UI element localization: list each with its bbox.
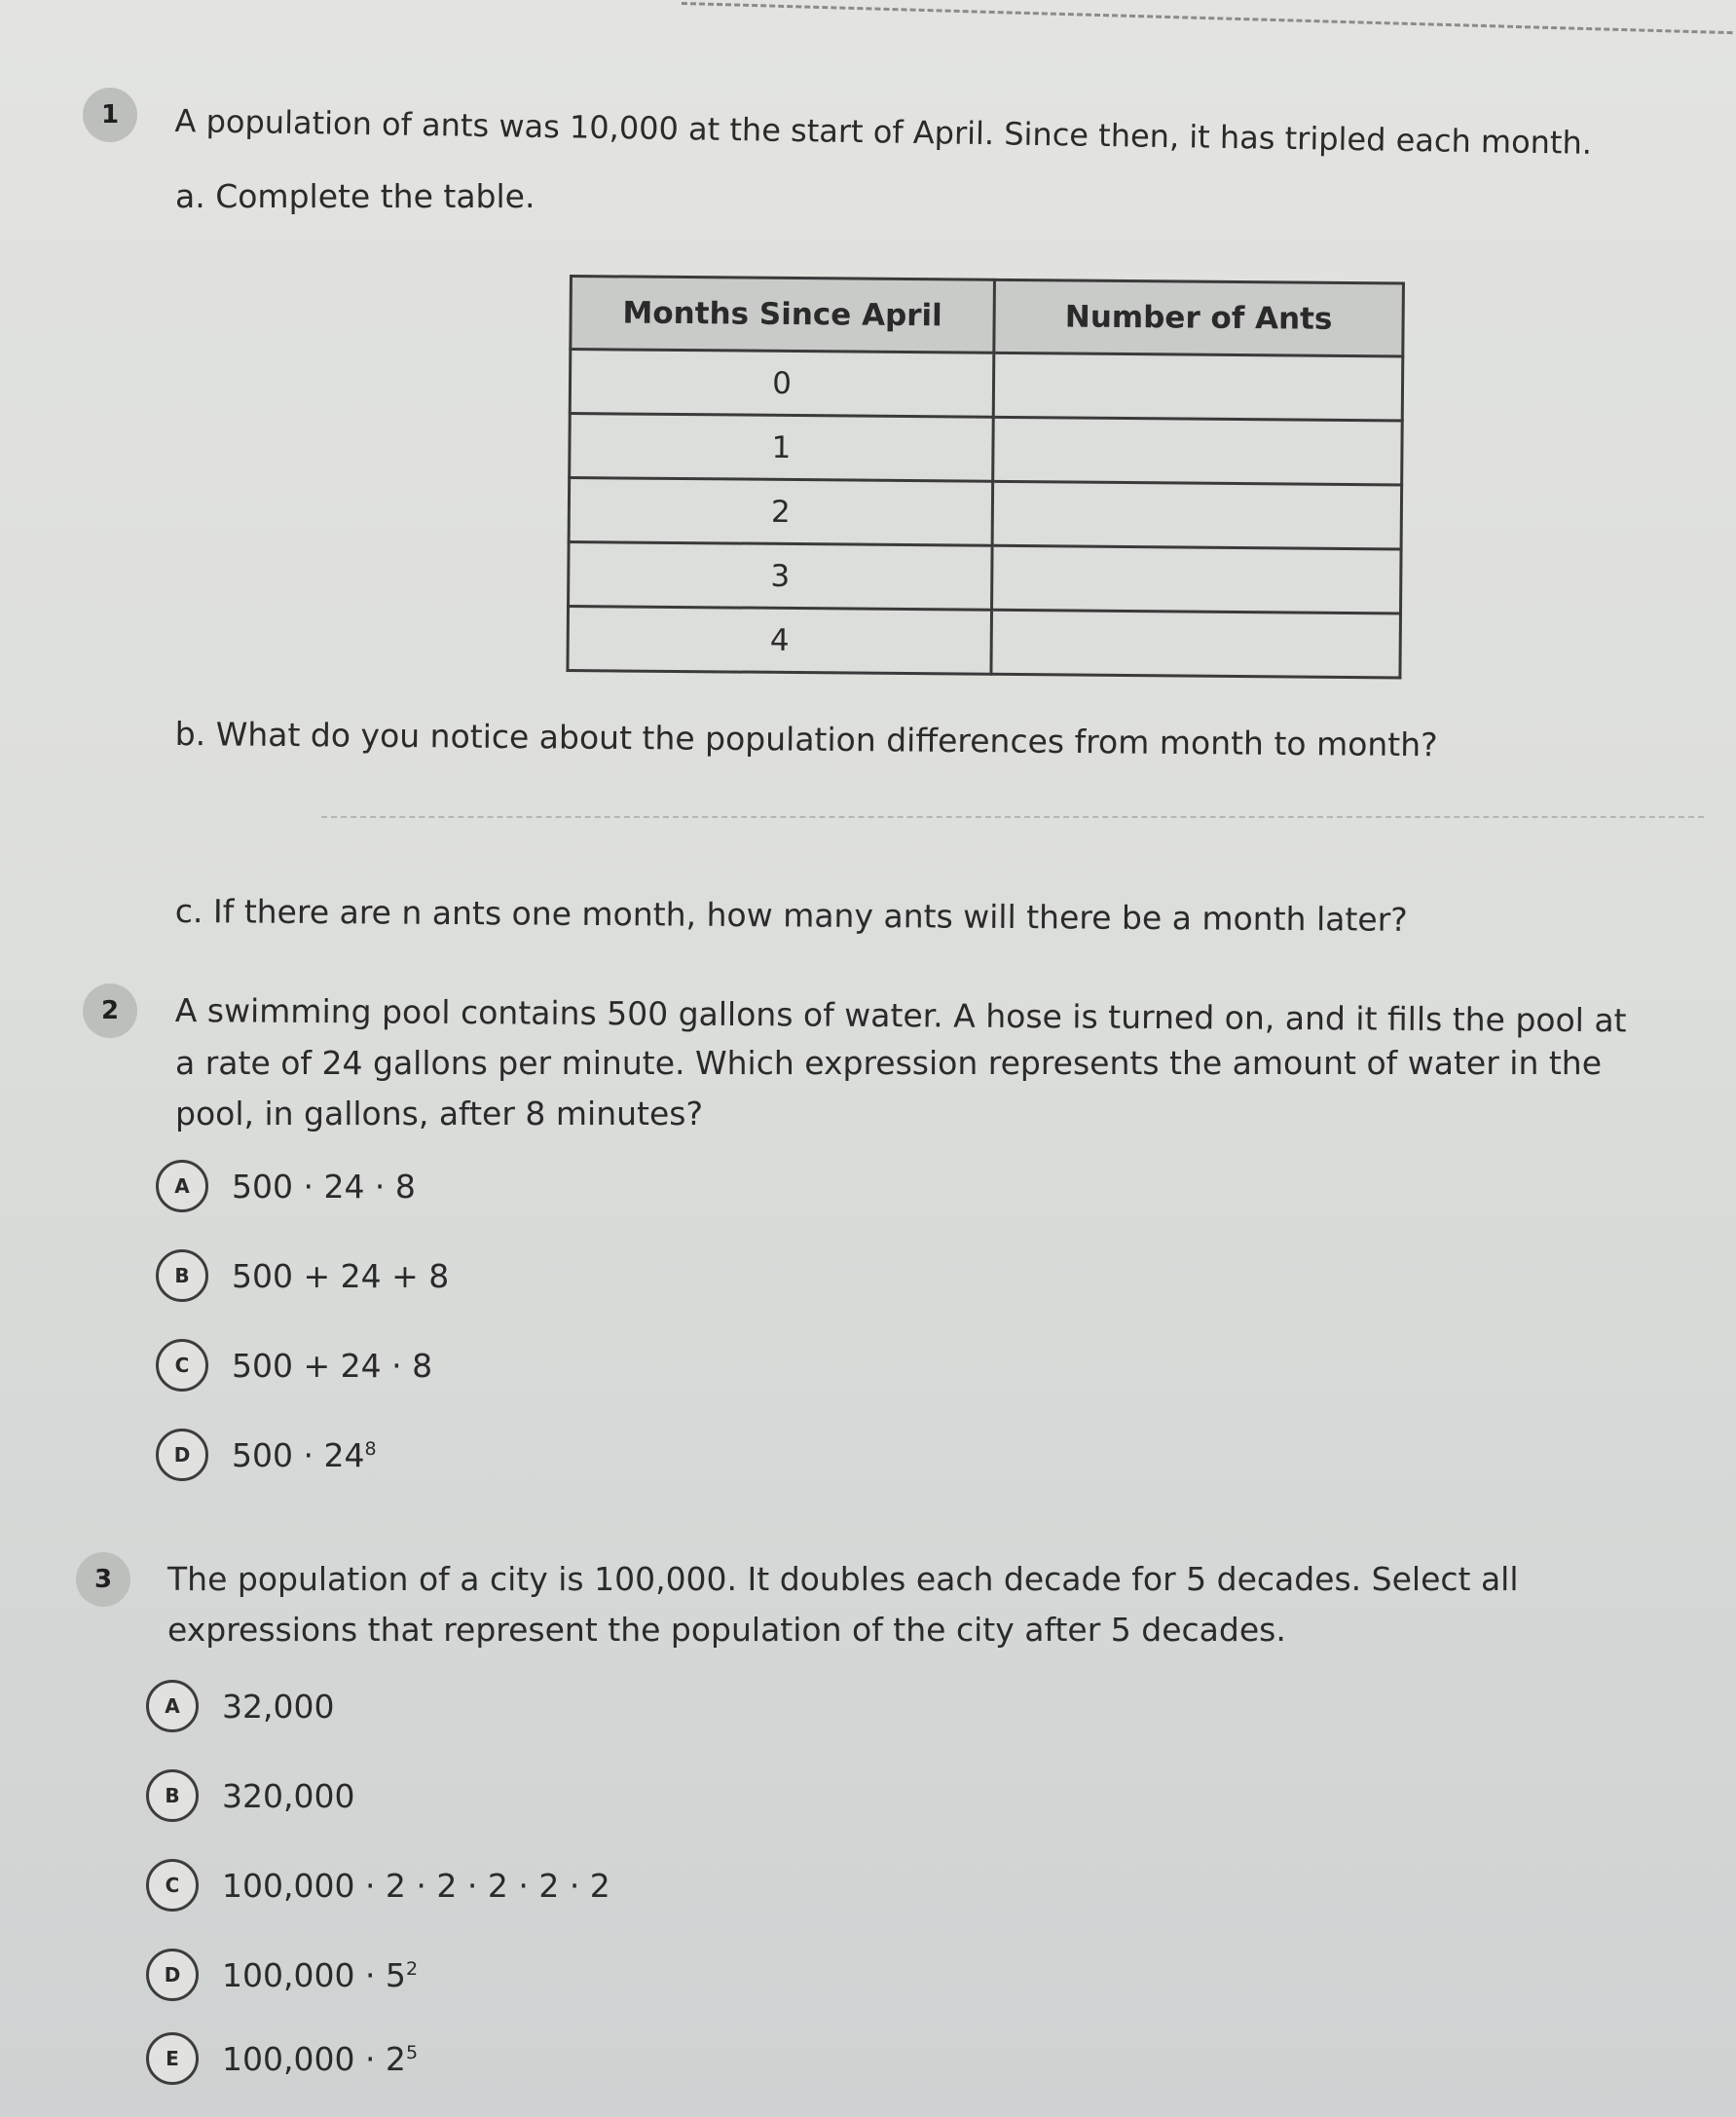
- question-2-prompt-line1: A swimming pool contains 500 gallons of water. A hose is turned on, and it fills the pool at: [174, 990, 1627, 1040]
- ant-population-table: [566, 275, 1405, 679]
- q3-choice-d-text: $100,000 \cdot 5^2$: [222, 1955, 419, 1994]
- q3-choice-a[interactable]: [146, 1679, 334, 1733]
- q3-choice-c-bubble[interactable]: C: [146, 1859, 199, 1912]
- q3-choice-b-bubble[interactable]: B: [146, 1769, 199, 1822]
- q2-choice-a-bubble[interactable]: A: [156, 1160, 208, 1212]
- question-3-prompt-line1: The population of a city is 100,000. It doubles each decade for 5 decades. Select all: [167, 1560, 1519, 1598]
- table-cell-ants-input[interactable]: [992, 545, 1402, 613]
- q2-choice-a-text: 500 · 24 · 8: [232, 1167, 416, 1206]
- table-cell-month: 4: [568, 607, 992, 675]
- question-1b-prompt: b. What do you notice about the population differences from month to month?: [174, 714, 1438, 764]
- table-cell-month: 0: [570, 350, 994, 418]
- table-row: [569, 542, 1402, 613]
- question-3-prompt-line2: expressions that represent the population of the city after 5 decades.: [167, 1611, 1286, 1649]
- question-1a-label: a. Complete the table.: [175, 177, 536, 215]
- table-row: [569, 478, 1402, 549]
- table-header-months: Months Since April: [571, 277, 995, 353]
- q3-choice-e[interactable]: [146, 2031, 418, 2086]
- table-header-ants: Number of Ants: [994, 279, 1404, 356]
- q2-choice-a[interactable]: [156, 1159, 416, 1213]
- table-cell-month: 2: [569, 478, 993, 546]
- q2-choice-c-text: 500 + 24 · 8: [232, 1346, 433, 1385]
- q2-choice-d[interactable]: [156, 1428, 377, 1482]
- question-2-prompt-line2: a rate of 24 gallons per minute. Which expression represents the amount of water in the: [175, 1044, 1603, 1082]
- question-2-number: 2: [83, 984, 137, 1038]
- q2-choice-b[interactable]: [156, 1248, 449, 1303]
- table-cell-month: 3: [569, 542, 993, 611]
- question-1c-prompt: c. If there are n ants one month, how many ants will there be a month later?: [174, 891, 1408, 939]
- q3-choice-a-bubble[interactable]: A: [146, 1680, 199, 1732]
- table-row: [568, 607, 1401, 678]
- table-cell-ants-input[interactable]: [992, 481, 1402, 549]
- q3-choice-c-text: 100,000 · 2 · 2 · 2 · 2 · 2: [222, 1866, 610, 1905]
- q3-choice-e-bubble[interactable]: E: [146, 2032, 199, 2085]
- q2-choice-c[interactable]: [156, 1338, 432, 1393]
- table-cell-ants-input[interactable]: [993, 417, 1403, 485]
- question-2-prompt-line3: pool, in gallons, after 8 minutes?: [175, 1095, 703, 1133]
- table-cell-month: 1: [570, 414, 994, 482]
- top-divider: [682, 2, 1733, 34]
- q3-choice-b-text: 320,000: [222, 1776, 355, 1815]
- q2-choice-d-bubble[interactable]: D: [156, 1429, 208, 1481]
- q3-choice-d-bubble[interactable]: D: [146, 1949, 199, 2001]
- question-1-prompt: A population of ants was 10,000 at the start of April. Since then, it has tripled each month.: [174, 101, 1593, 162]
- table-cell-ants-input[interactable]: [991, 610, 1401, 678]
- table-row: [570, 414, 1403, 485]
- q2-choice-d-text: $500 \cdot 24^8$: [232, 1435, 377, 1474]
- q2-choice-b-text: 500 + 24 + 8: [232, 1256, 450, 1295]
- q3-choice-e-text: $100,000 \cdot 2^5$: [222, 2039, 419, 2078]
- q2-choice-b-bubble[interactable]: B: [156, 1249, 208, 1302]
- q3-choice-c[interactable]: [146, 1858, 610, 1913]
- answer-line-1b[interactable]: [321, 816, 1704, 818]
- q3-choice-d[interactable]: [146, 1948, 418, 2002]
- question-1-number: 1: [83, 88, 137, 142]
- table-cell-ants-input[interactable]: [993, 353, 1403, 421]
- question-3-number: 3: [76, 1552, 130, 1607]
- q2-choice-c-bubble[interactable]: C: [156, 1339, 208, 1392]
- q3-choice-a-text: 32,000: [222, 1687, 335, 1726]
- table-row: [570, 350, 1403, 421]
- q3-choice-b[interactable]: [146, 1768, 354, 1823]
